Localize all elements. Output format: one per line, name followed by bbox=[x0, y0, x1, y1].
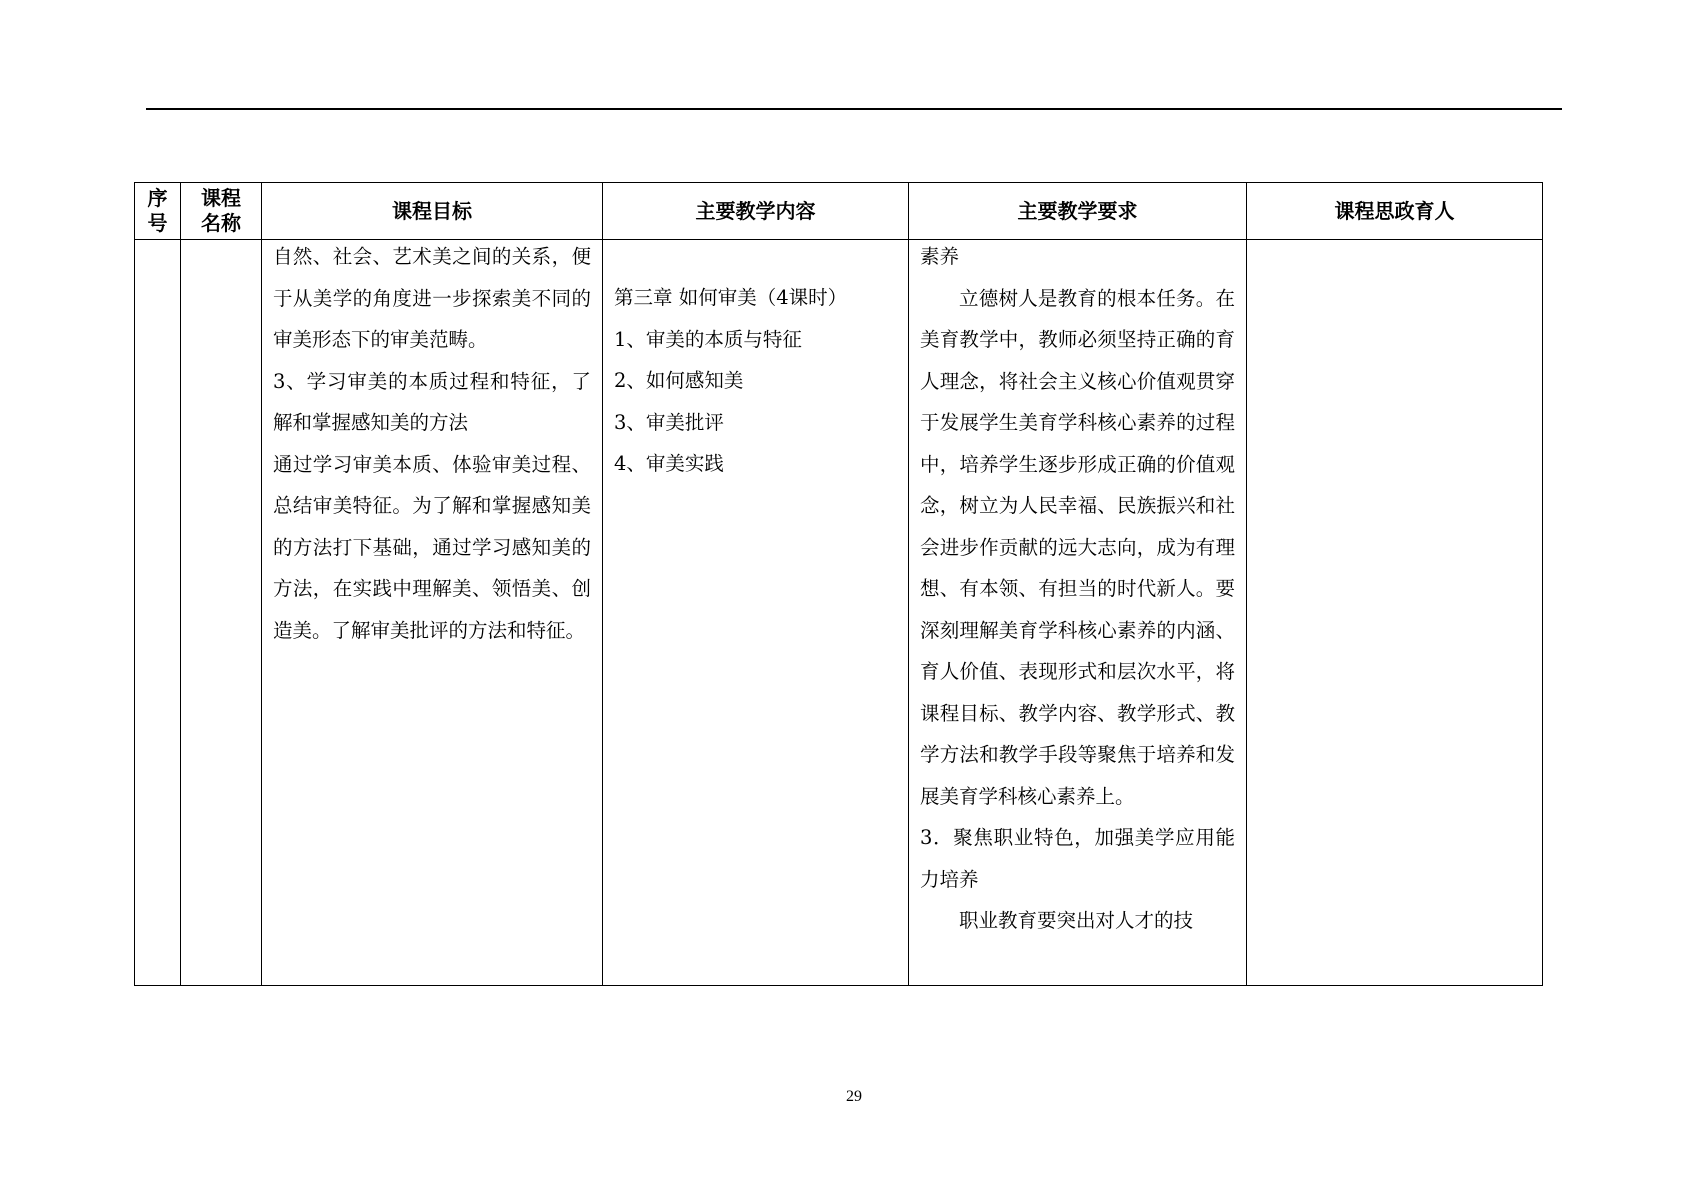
cell-course-name bbox=[181, 240, 262, 986]
cell-ideology bbox=[1247, 240, 1543, 986]
requirements-paragraph: 立德树人是教育的根本任务。在美育教学中，教师必须坚持正确的育人理念，将社会主义核心价值观贯穿于发展学生美育学科核心素养的过程中，培养学生逐步形成正确的价值观念，树立为人民幸福、民族振兴和社会进步作贡献的远大志向，成为有理想、有本领、有担当的时代新人。要深刻理解美育学科核心素养的内涵、育人价值、表现形式和层次水平，将课程目标、教学内容、教学形式、教学方法和教学手段等聚焦于培养和发展美育学科核心素养上。 bbox=[920, 286, 1235, 808]
requirements-paragraph: 3．聚焦职业特色，加强美学应用能力培养 bbox=[920, 826, 1235, 891]
content-line: 3、审美批评 bbox=[614, 410, 724, 434]
header-rule bbox=[146, 108, 1562, 110]
header-course-name: 课程名称 bbox=[181, 183, 262, 240]
content-line: 4、审美实践 bbox=[614, 452, 724, 475]
page-number: 29 bbox=[846, 1088, 862, 1105]
content-line: 1、审美的本质与特征 bbox=[614, 327, 802, 351]
cell-index bbox=[135, 240, 181, 986]
table-header-row bbox=[135, 183, 1543, 240]
requirements-paragraph: 职业教育要突出对人才的技 bbox=[959, 909, 1194, 932]
header-ideology: 课程思政育人 bbox=[1247, 183, 1543, 240]
content-line: 2、如何感知美 bbox=[614, 369, 744, 392]
objectives-paragraph: 3、学习审美的本质过程和特征，了解和掌握感知美的方法 bbox=[273, 369, 591, 434]
course-table bbox=[134, 182, 1543, 986]
header-requirements: 主要教学要求 bbox=[909, 183, 1247, 240]
requirements-paragraph: 素养 bbox=[920, 245, 960, 268]
table-row bbox=[135, 240, 1543, 986]
cell-objectives bbox=[262, 240, 603, 986]
header-content: 主要教学内容 bbox=[603, 183, 909, 240]
header-index: 序号 bbox=[135, 183, 181, 240]
objectives-paragraph: 通过学习审美本质、体验审美过程、总结审美特征。为了解和掌握感知美的方法打下基础，通过学习感知美的方法，在实践中理解美、领悟美、创造美。了解审美批评的方法和特征。 bbox=[273, 452, 591, 642]
cell-requirements bbox=[909, 240, 1247, 986]
cell-content bbox=[603, 240, 909, 986]
header-objectives: 课程目标 bbox=[262, 183, 603, 240]
content-line: 第三章 如何审美（4课时） bbox=[614, 286, 848, 309]
objectives-paragraph: 自然、社会、艺术美之间的关系，便于从美学的角度进一步探索美不同的审美形态下的审美范畴。 bbox=[273, 245, 591, 351]
